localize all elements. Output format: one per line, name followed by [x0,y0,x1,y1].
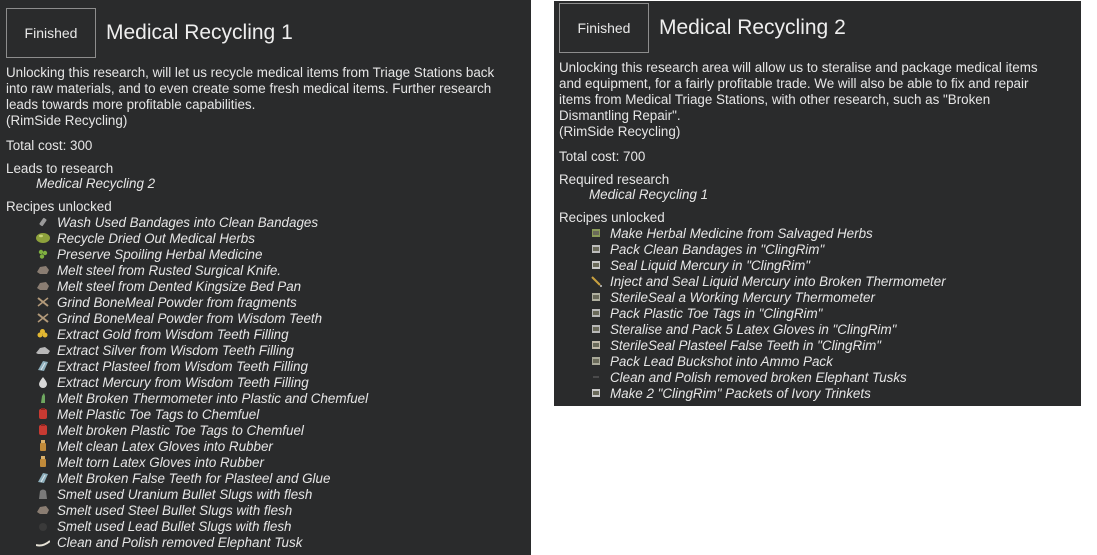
package-icon [589,243,603,255]
recipe-item[interactable] [6,374,526,390]
recipe-label: Melt steel from Rusted Surgical Knife. [57,262,282,278]
recipe-item[interactable] [559,241,1079,257]
recipe-label: Melt Plastic Toe Tags to Chemfuel [57,406,260,422]
rubber-icon [36,440,50,452]
description-line: leads towards more profitable capabilities. [6,97,256,112]
recipe-item[interactable] [6,246,526,262]
finished-status-button[interactable]: Finished [6,8,96,58]
recipe-item[interactable] [6,294,526,310]
herb-icon [36,232,50,244]
recipe-item[interactable] [559,273,1079,289]
research-link-medical-recycling-1[interactable]: Medical Recycling 1 [589,187,709,202]
description-line: Unlocking this research, will let us recycle medical items from Triage Stations back [6,65,495,80]
recipe-label: Clean and Polish removed Elephant Tusk [57,534,303,550]
research-details [6,130,526,550]
recipe-item[interactable] [6,534,526,550]
package-icon [589,259,603,271]
recipe-item[interactable] [559,305,1079,321]
recipe-label: Melt clean Latex Gloves into Rubber [57,438,273,454]
research-description [559,60,1038,140]
recipe-item[interactable] [559,257,1079,273]
bone-icon [36,312,50,324]
package-icon [589,307,603,319]
recipe-item[interactable] [6,262,526,278]
silver-icon [36,344,50,356]
recipe-label: Smelt used Steel Bullet Slugs with flesh [57,502,293,518]
finished-status-button[interactable]: Finished [559,3,649,53]
recipe-item[interactable] [6,486,526,502]
recipe-item[interactable] [6,214,526,230]
description-line: Unlocking this research area will allow us to steralise and package medical items [559,60,1038,75]
tusk-icon [36,536,50,548]
rubber-icon [36,456,50,468]
recipe-item[interactable] [6,278,526,294]
recipe-label: Recycle Dried Out Medical Herbs [57,230,255,246]
recipe-item[interactable] [6,310,526,326]
recipe-label: Grind BoneMeal Powder from Wisdom Teeth [57,310,323,326]
recipe-label: Extract Silver from Wisdom Teeth Filling [57,342,294,358]
recipe-label: Clean and Polish removed broken Elephant Tusks [610,369,907,385]
research-details [559,141,1079,401]
package-icon [589,323,603,335]
recipe-item[interactable] [6,422,526,438]
recipe-label: Extract Gold from Wisdom Teeth Filling [57,326,289,342]
recipe-item[interactable] [6,438,526,454]
scrap-icon [36,264,50,276]
recipe-label: Smelt used Lead Bullet Slugs with flesh [57,518,292,534]
recipes-unlocked-heading: Recipes unlocked [6,199,112,214]
recipe-item[interactable] [559,289,1079,305]
recipe-label: Melt Broken Thermometer into Plastic and Chemfuel [57,390,369,406]
recipe-item[interactable] [6,406,526,422]
recipe-label: Steralise and Pack 5 Latex Gloves in "ClingRim" [610,321,897,337]
recipe-list [559,225,1079,401]
description-line: and equipment, for a fairly profitable trade. We will also be able to fix and repair [559,76,1029,91]
recipe-item[interactable] [6,342,526,358]
plasteel-icon [36,360,50,372]
recipe-label: Pack Lead Buckshot into Ammo Pack [610,353,833,369]
recipe-label: Make Herbal Medicine from Salvaged Herbs [610,225,873,241]
leads-to-research-heading: Leads to research [6,161,114,176]
panel-header [559,1,1076,63]
description-line: Dismantling Repair". [559,108,681,123]
total-cost: Total cost: 300 [6,138,93,153]
mercury-icon [36,376,50,388]
chemfuel-icon [36,408,50,420]
recipe-list [6,214,526,550]
total-cost: Total cost: 700 [559,149,646,164]
recipe-label: Melt broken Plastic Toe Tags to Chemfuel [57,422,304,438]
research-panel-medical-recycling-2 [554,1,1081,406]
plasteel-icon [36,472,50,484]
recipe-item[interactable] [559,337,1079,353]
recipe-label: Extract Plasteel from Wisdom Teeth Filling [57,358,308,374]
recipe-label: Inject and Seal Liquid Mercury into Broken Thermometer [610,273,946,289]
uranium-icon [36,488,50,500]
recipe-item[interactable] [559,385,1079,401]
gold-icon [36,328,50,340]
recipes-unlocked-heading: Recipes unlocked [559,210,665,225]
recipe-item[interactable] [559,369,1079,385]
lead-icon [36,520,50,532]
bone-icon [36,296,50,308]
package-icon [589,227,603,239]
research-link-medical-recycling-2[interactable]: Medical Recycling 2 [36,176,156,191]
recipe-label: Smelt used Uranium Bullet Slugs with flesh [57,486,313,502]
bandage-icon [36,216,50,228]
chemfuel-icon [36,424,50,436]
recipe-label: Melt Broken False Teeth for Plasteel and Glue [57,470,331,486]
recipe-item[interactable] [6,518,526,534]
description-line: (RimSide Recycling) [6,113,128,128]
recipe-label: Extract Mercury from Wisdom Teeth Filling [57,374,309,390]
recipe-item[interactable] [6,454,526,470]
research-description [6,65,494,129]
description-line: into raw materials, and to even create some fresh medical items. Further research [6,81,492,96]
scrap-icon [36,504,50,516]
package-icon [589,355,603,367]
panel-header [5,0,526,62]
thermometer-icon [36,392,50,404]
recipe-item[interactable] [6,470,526,486]
description-line: (RimSide Recycling) [559,124,681,139]
syringe-icon [589,275,603,287]
recipe-label: Melt steel from Dented Kingsize Bed Pan [57,278,302,294]
package-icon [589,339,603,351]
recipe-label: Melt torn Latex Gloves into Rubber [57,454,264,470]
recipe-item[interactable] [6,326,526,342]
recipe-label: Pack Clean Bandages in "ClingRim" [610,241,825,257]
recipe-label: Preserve Spoiling Herbal Medicine [57,246,263,262]
research-panel-medical-recycling-1 [0,0,531,555]
research-title: Medical Recycling 2 [659,16,846,39]
research-title: Medical Recycling 1 [106,21,293,44]
recipe-item[interactable] [6,358,526,374]
recipe-label: SterileSeal Plasteel False Teeth in "ClingRim" [610,337,881,353]
package-icon [589,387,603,399]
description-line: items from Medical Triage Stations, with other research, such as "Broken [559,92,991,107]
tusk-fragment-icon [589,371,603,383]
recipe-item[interactable] [6,502,526,518]
recipe-label: Wash Used Bandages into Clean Bandages [57,214,319,230]
recipe-item[interactable] [559,225,1079,241]
recipe-item[interactable] [559,321,1079,337]
recipe-label: Pack Plastic Toe Tags in "ClingRim" [610,305,823,321]
recipe-label: SterileSeal a Working Mercury Thermometer [610,289,875,305]
leaf-icon [36,248,50,260]
package-icon [589,291,603,303]
scrap-icon [36,280,50,292]
recipe-label: Grind BoneMeal Powder from fragments [57,294,297,310]
recipe-label: Seal Liquid Mercury in "ClingRim" [610,257,811,273]
recipe-item[interactable] [6,390,526,406]
recipe-item[interactable] [559,353,1079,369]
recipe-item[interactable] [6,230,526,246]
recipe-label: Make 2 "ClingRim" Packets of Ivory Trinkets [610,385,871,401]
required-research-heading: Required research [559,172,670,187]
